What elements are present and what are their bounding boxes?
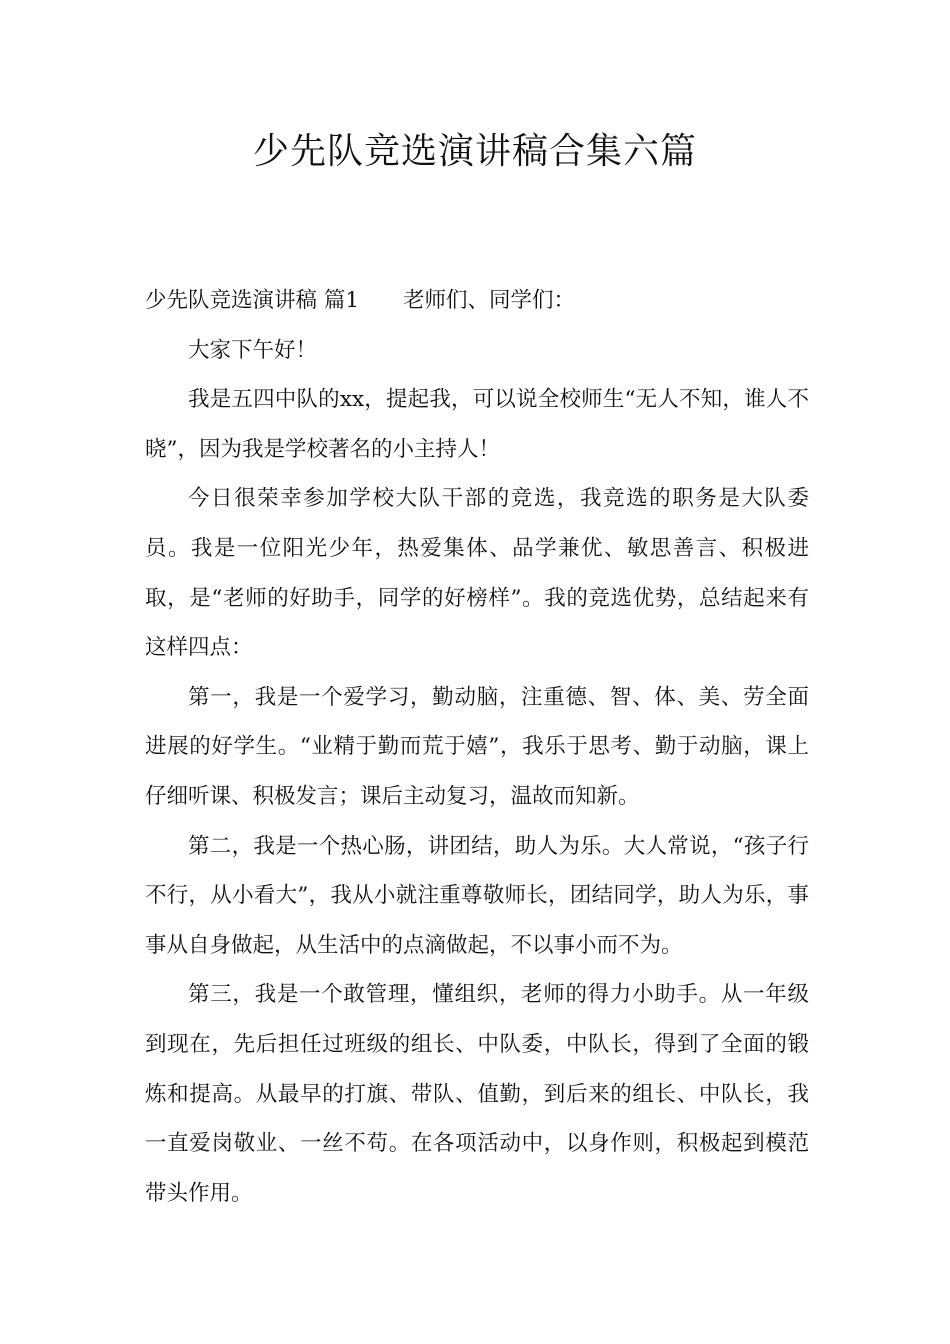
section-heading: 少先队竞选演讲稿 篇1: [145, 288, 360, 313]
paragraph: 第三，我是一个敢管理，懂组织，老师的得力小助手。从一年级到现在，先后担任过班级的组长、中队委，中队长，得到了全面的锻炼和提高。从最早的打旗、带队、值勤，到后来的组长、中队长，我一直爱岗敬业、一丝不苟。在各项活动中，以身作则，积极起到模范带头作用。: [145, 982, 809, 1206]
document-title: 少先队竞选演讲稿合集六篇: [252, 131, 697, 172]
paragraph: 大家下午好！: [188, 337, 318, 363]
paragraph: 我是五四中队的xx，提起我，可以说全校师生“无人不知，谁人不晓”，因为我是学校著名的小主持人！: [145, 387, 809, 462]
intro-line: [145, 276, 809, 326]
document-body: [145, 276, 809, 1218]
salutation: 老师们、同学们：: [403, 288, 576, 313]
paragraph: 第一，我是一个爱学习，勤动脑，注重德、智、体、美、劳全面进展的好学生。“业精于勤而荒于嬉”，我乐于思考、勤于动脑，课上仔细听课、积极发言；课后主动复习，温故而知新。: [145, 684, 809, 809]
paragraph: 今日很荣幸参加学校大队干部的竞选，我竞选的职务是大队委员。我是一位阳光少年，热爱集体、品学兼优、敏思善言、积极进取，是“老师的好助手，同学的好榜样”。我的竞选优势，总结起来有这样四点：: [145, 486, 809, 661]
paragraph: 第二，我是一个热心肠，讲团结，助人为乐。大人常说，“孩子行不行，从小看大”，我从小就注重尊敬师长，团结同学，助人为乐，事事从自身做起，从生活中的点滴做起，不以事小而不为。: [145, 833, 809, 958]
